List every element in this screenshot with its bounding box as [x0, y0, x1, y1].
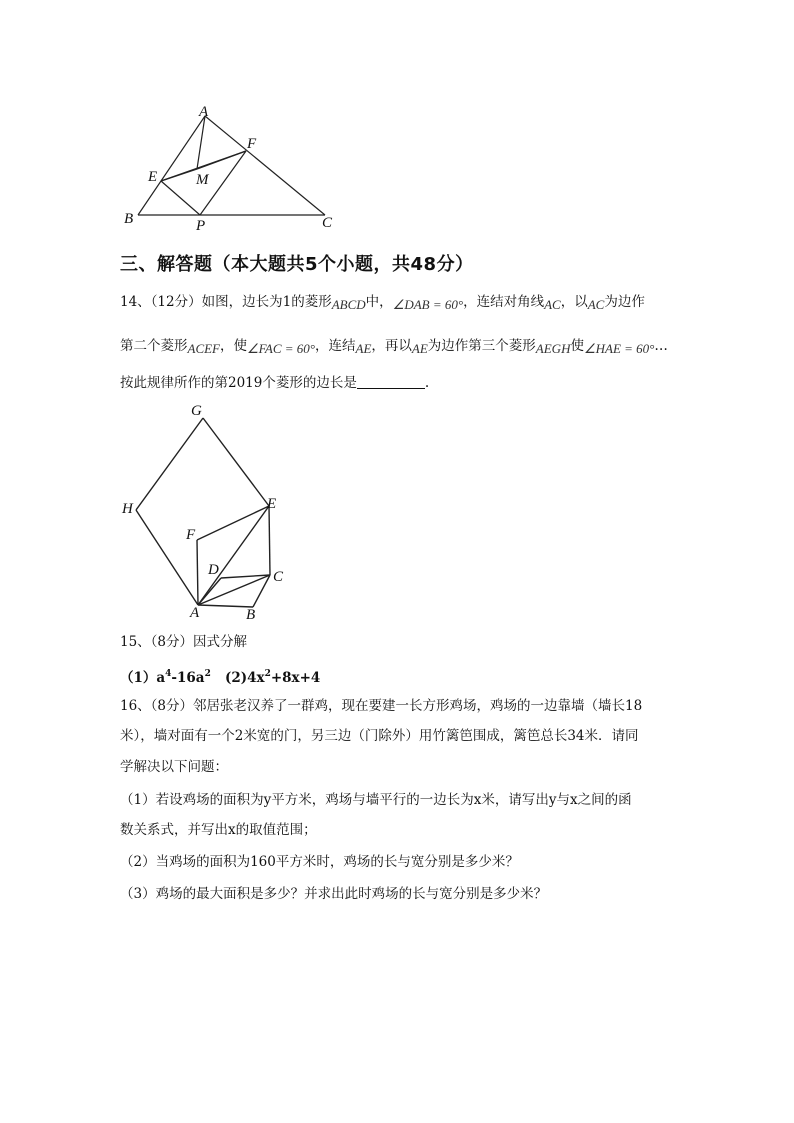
label-e: E: [148, 169, 158, 185]
segment-ec: [269, 506, 270, 575]
label-p: P: [196, 218, 206, 234]
label-b: B: [124, 211, 134, 227]
label-f: F: [186, 527, 196, 543]
q14-line-3: [120, 373, 429, 393]
q16-sub3: （3）鸡场的最大面积是多少？并求出此时鸡场的长与宽分别是多少米？: [120, 886, 548, 902]
segment-cb: [253, 575, 270, 607]
segment-em: [161, 169, 197, 181]
rhombus-figure: [120, 400, 310, 630]
segment-ab: [138, 116, 205, 215]
label-h: H: [122, 501, 133, 517]
label-g: G: [191, 403, 202, 419]
q16-sub1-line-2: 数关系式，并写出x的取值范围；: [120, 822, 317, 838]
segment-ge: [203, 418, 269, 506]
q14-text: ，连结: [315, 338, 356, 354]
math-abcd: ABCD: [331, 297, 366, 312]
q15-part2-label: (2)4x: [224, 670, 265, 686]
segment-fm: [197, 151, 246, 169]
q14-text: 使: [570, 338, 584, 354]
label-c: C: [322, 215, 333, 231]
q16-sub2: （2）当鸡场的面积为160平方米时，鸡场的长与宽分别是多少米？: [120, 854, 519, 870]
exponent: 2: [204, 669, 211, 679]
segment-am: [197, 116, 205, 169]
q16-line-1: 16、（8分）邻居张老汉养了一群鸡，现在要建一长方形鸡场，鸡场的一边靠墙（墙长18: [120, 698, 643, 714]
q14-number: 14、: [120, 294, 151, 310]
q15-part1-expr: -16a: [171, 670, 205, 686]
label-m: M: [196, 172, 209, 188]
q14-text: 按此规律所作的第2019个菱形的边长是: [120, 375, 357, 391]
exponent: 2: [264, 669, 271, 679]
q15-part1-label: （1）: [120, 670, 157, 686]
q16-line-2: 米），墙对面有一个2米宽的门，另三边（门除外）用竹篱笆围成，篱笆总长34米．请同: [120, 728, 639, 744]
segment-af: [197, 540, 198, 605]
q14-text: ，连结对角线: [463, 294, 545, 310]
label-a: A: [199, 104, 209, 120]
q14-text: ，以: [560, 294, 588, 310]
q15-header: 15、（8分）因式分解: [120, 634, 248, 650]
segment-ep: [161, 181, 200, 215]
label-b: B: [246, 607, 256, 623]
q15-parts: [120, 664, 320, 688]
q14-text: 为边作第三个菱形: [427, 338, 536, 354]
label-d: D: [208, 562, 219, 578]
label-f: F: [247, 136, 257, 152]
math-ae: AE: [355, 341, 372, 356]
answer-blank[interactable]: [357, 374, 425, 389]
label-e: E: [267, 496, 277, 512]
q14-line-1: [120, 292, 645, 315]
section-title: 三、解答题（本大题共5个小题，共48分）: [120, 254, 474, 275]
q14-text: …: [654, 338, 668, 354]
math-ae: AE: [411, 341, 428, 356]
q14-line-2: [120, 336, 668, 359]
math-acef: ACEF: [187, 341, 220, 356]
q15-part2-expr: +8x+4: [270, 670, 321, 686]
segment-hg: [136, 418, 203, 510]
q14-points: （12分）: [150, 294, 202, 310]
label-a: A: [190, 605, 200, 621]
q14-text: ，使: [220, 338, 247, 354]
math-angle-dab: ∠DAB = 60°: [392, 297, 464, 312]
math-angle-fac: ∠FAC = 60°: [247, 341, 316, 356]
segment-ba: [198, 605, 253, 607]
q14-text: ，再以: [371, 338, 412, 354]
math-angle-hae: ∠HAE = 60°: [583, 341, 655, 356]
segment-ah: [136, 510, 198, 605]
q16-line-3: 学解决以下问题：: [120, 759, 228, 775]
segment-fe: [197, 506, 269, 540]
label-c: C: [273, 569, 284, 585]
q14-text: .: [424, 375, 430, 391]
q14-text: 中，: [365, 294, 393, 310]
q14-text: 为边作: [604, 294, 645, 310]
segment-ac: [205, 116, 325, 215]
math-ac: AC: [587, 297, 605, 312]
q14-text: 第二个菱形: [120, 338, 188, 354]
math-ac: AC: [544, 297, 561, 312]
q15-part1-expr: a: [156, 670, 166, 686]
q14-text: 如图，边长为1的菱形: [201, 294, 332, 310]
exponent: 4: [165, 669, 172, 679]
math-aegh: AEGH: [535, 341, 571, 356]
q16-sub1-line-1: （1）若设鸡场的面积为y平方米，鸡场与墙平行的一边长为x米，请写出y与x之间的函: [120, 792, 632, 808]
